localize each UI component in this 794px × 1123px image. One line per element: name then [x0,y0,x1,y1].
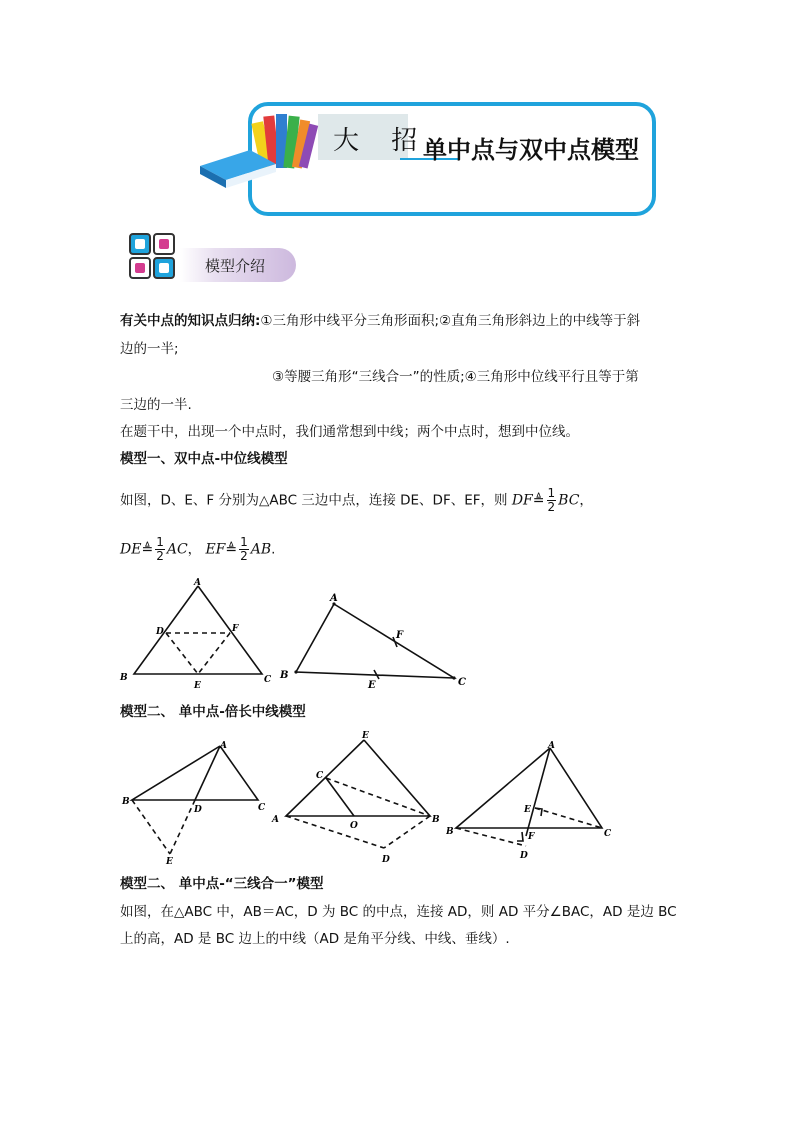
eq2-den: 2 [156,549,164,563]
fig2-label-c: C [458,677,466,688]
eq2-lhs: DE [120,541,142,558]
eq2-comma: ， [187,541,202,558]
fig5-label-f: F [528,832,535,842]
eq3-lhs: EF [205,541,226,558]
model1-text [120,487,593,514]
fig3-label-b: B [122,797,130,807]
model1-heading: 模型一、双中点-中位线模型 [120,451,288,467]
eq3-period: . [271,541,276,558]
eq1-num: 1 [547,486,556,500]
fig4-label-o: O [350,821,358,831]
fig2-label-f: F [396,630,404,641]
grid-icon [128,232,180,282]
fig5-label-e: E [524,805,531,815]
eq1-frac [547,487,557,514]
fig4-label-e: E [362,731,369,741]
fig5-label-d: D [520,851,528,861]
fig4-label-a: A [272,815,279,825]
fig1-label-d: D [156,627,164,637]
banner-label: 大 招 [333,126,430,156]
eq2-rel: ≜ [141,541,154,558]
intro-line-1 [120,311,680,331]
fig1-label-c: C [264,675,272,685]
page-title: 单中点与双中点模型 [423,135,639,164]
fig1-label-f: F [232,624,239,634]
fig3-label-d: D [194,805,202,815]
figure-midline-triangle [112,576,282,691]
eq1-den: 2 [547,500,556,514]
fig3-label-e: E [166,857,173,866]
intro-lead: 有关中点的知识点归纳: [120,313,261,329]
model1-eq-line [120,536,275,563]
model3-line-2: 上的高，AD 是 BC 边上的中线（AD 是角平分线、中线、垂线）. [120,931,510,947]
eq2-rhs: AC [166,541,188,558]
eq3-frac [239,536,249,563]
section-title: 模型介绍 [205,257,266,275]
fig2-label-e: E [368,680,376,690]
eq3-den: 2 [240,549,248,563]
intro-line-2: 边的一半; [120,341,179,357]
model3-line-1: 如图，在△ABC 中，AB＝AC，D 为 BC 的中点，连接 AD，则 AD 平分∠BAC，AD 是边 BC [120,904,677,920]
eq1-rhs: BC [558,492,580,509]
books-icon [196,108,326,190]
fig4-label-d: D [382,855,390,865]
figure-midpoint-triangle [276,590,476,690]
intro-line-3: ③等腰三角形“三线合一”的性质;④三角形中位线平行且等于第 [272,369,639,385]
fig1-label-b: B [120,673,128,683]
figure-double-median-1 [116,734,276,866]
eq1-rel: ≜ [532,492,545,509]
fig2-label-a: A [330,593,338,604]
figure-double-median-3 [446,736,622,872]
fig4-label-c: C [316,771,324,781]
model1-statement: 如图，D、E、F 分别为△ABC 三边中点，连接 DE、DF、EF，则 [120,492,508,509]
model3-heading: 模型二、 单中点-“三线合一”模型 [120,876,324,892]
eq3-num: 1 [240,535,248,549]
eq3-rel: ≜ [225,541,238,558]
model2-heading: 模型二、 单中点-倍长中线模型 [120,704,306,720]
intro-line-1-rest: ①三角形中线平分三角形面积;②直角三角形斜边上的中线等于斜 [260,313,641,329]
fig5-label-a: A [548,741,555,751]
fig1-label-e: E [194,681,201,691]
eq1-comma: ， [579,492,593,509]
figure-double-median-2 [268,728,446,868]
fig1-label-a: A [194,578,201,588]
eq3-rhs: AB [250,541,272,558]
intro-line-4: 三边的一半. [120,397,192,413]
fig3-label-c: C [258,803,266,813]
fig5-label-b: B [446,827,454,837]
fig2-label-b: B [280,670,289,681]
fig3-label-a: A [220,741,227,751]
eq2-frac [155,536,165,563]
intro-line-5: 在题干中，出现一个中点时，我们通常想到中线；两个中点时，想到中位线。 [120,424,579,440]
eq1-lhs: DF [511,492,533,509]
eq2-num: 1 [156,535,164,549]
fig4-label-b: B [432,815,440,825]
fig5-label-c: C [604,829,612,839]
